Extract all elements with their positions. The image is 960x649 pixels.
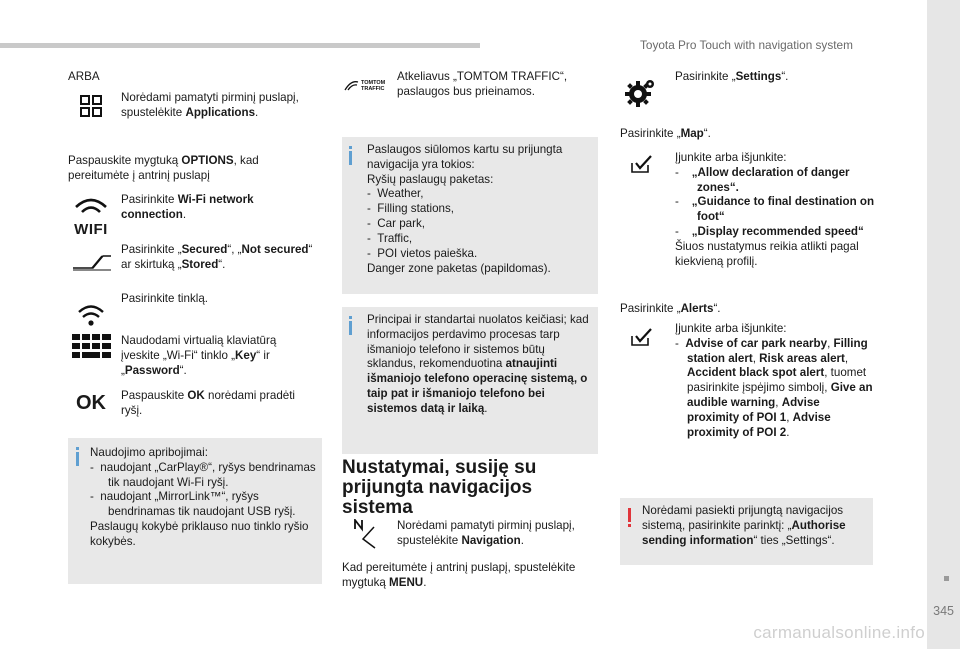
wifi-connection-instruction: Pasirinkite Wi-Fi network connection. bbox=[121, 193, 254, 221]
checkbox-icon bbox=[631, 328, 653, 351]
tomtom-traffic-logo bbox=[343, 78, 389, 97]
services-intro: Paslaugos siūlomos kartu su prijungta navigacija yra tokios: bbox=[367, 143, 563, 171]
checkbox-icon bbox=[631, 155, 653, 178]
alerts-options bbox=[675, 322, 875, 441]
usage-restrictions-note bbox=[68, 438, 322, 584]
settings-instruction: Pasirinkite „Settings“. bbox=[675, 70, 789, 83]
ok-button-icon: OK bbox=[76, 392, 106, 414]
section-heading: Nustatymai, susiję su prijungta navigacijos sistema bbox=[342, 457, 537, 518]
alerts-instruction: Pasirinkite „Alerts“. bbox=[620, 302, 721, 315]
ok-instruction: Paspauskite OK norėdami pradėti ryšį. bbox=[121, 389, 296, 417]
note-item-mirrorlink: - naudojant „MirrorLink™“, ryšys bendrinamas tik naudojant USB ryšį. bbox=[90, 490, 296, 519]
page-marker-dot bbox=[944, 576, 949, 581]
arba-label: ARBA bbox=[68, 70, 100, 83]
network-instruction: Pasirinkite tinklą. bbox=[121, 292, 208, 305]
tomtom-traffic-text: Atkeliavus „TOMTOM TRAFFIC“, paslaugos bus prieinamos. bbox=[397, 70, 568, 98]
wifi-network-icon bbox=[77, 302, 105, 333]
page-number: 345 bbox=[933, 604, 954, 618]
services-info-box bbox=[342, 137, 598, 294]
header-rule bbox=[0, 43, 480, 48]
service-item: - POI vietos paieška. bbox=[367, 246, 478, 260]
applications-grid-icon bbox=[80, 95, 102, 122]
map-option-recommended-speed: - „Display recommended speed“ bbox=[675, 225, 864, 239]
service-item: - Car park, bbox=[367, 217, 425, 231]
service-item: - Filling stations, bbox=[367, 202, 454, 216]
service-item: - Weather, bbox=[367, 187, 424, 201]
info-icon bbox=[349, 146, 352, 165]
info-icon bbox=[349, 316, 352, 335]
wifi-icon bbox=[72, 196, 110, 237]
info-icon bbox=[76, 447, 79, 466]
gear-icon bbox=[623, 78, 657, 113]
tomtom-logo-text: TOMTOM bbox=[361, 80, 386, 86]
authorise-warning-text: Norėdami pasiekti prijungtą navigacijos sistemą, pasirinkite parinktį: „Authorise sending information“ ties „Settings“. bbox=[642, 504, 846, 547]
traffic-logo-text: TRAFFIC bbox=[361, 86, 385, 92]
map-options bbox=[675, 151, 875, 270]
map-options-intro: Įjunkite arba išjunkite: bbox=[675, 151, 787, 164]
side-strip bbox=[927, 0, 960, 649]
alerts-options-intro: Įjunkite arba išjunkite: bbox=[675, 322, 787, 335]
note-tail: Paslaugų kokybė priklauso nuo tinklo ryšio kokybės. bbox=[90, 520, 309, 548]
note-title: Naudojimo apribojimai: bbox=[90, 446, 208, 459]
map-options-tail: Šiuos nustatymus reikia atlikti pagal kiekvieną profilį. bbox=[675, 239, 859, 268]
page-header-title: Toyota Pro Touch with navigation system bbox=[640, 38, 853, 52]
map-instruction: Pasirinkite „Map“. bbox=[620, 127, 711, 140]
map-option-guidance-on-foot: - „Guidance to final destination on foot“ bbox=[675, 195, 875, 224]
services-package: Ryšių paslaugų paketas: bbox=[367, 172, 494, 186]
watermark: carmanualsonline.info bbox=[753, 623, 925, 642]
navigation-icon bbox=[354, 519, 380, 554]
navigation-instruction: Norėdami pamatyti pirminį puslapį, spustelėkite Navigation. bbox=[397, 519, 575, 547]
keyboard-icon bbox=[72, 334, 112, 363]
options-instruction: Paspauskite mygtuką OPTIONS, kad pereitumėte į antrinį puslapį bbox=[68, 154, 259, 182]
keyboard-instruction: Naudodami virtualią klaviatūrą įveskite „Wi-Fi“ tinklo „Key“ ir „Password“. bbox=[121, 334, 277, 377]
wifi-icon-label: WIFI bbox=[74, 220, 108, 238]
applications-instruction: Norėdami pamatyti pirminį puslapį, spustelėkite Applications. bbox=[121, 91, 299, 119]
note-item-carplay: - naudojant „CarPlay®“, ryšys bendrinamas tik naudojant Wi-Fi ryšį. bbox=[90, 460, 316, 489]
update-info-text: Principai ir standartai nuolatos keičiasi; kad informacijos perdavimo procesas tarp išmaniojo telefono ir sistemos būtų sklandus, rekomenduotina atnaujinti išmaniojo telefono operacinę sistemą, o taip pat ir išmaniojo telefono bei sistemos datą ir laiką. bbox=[367, 313, 589, 415]
map-option-danger-zones: - „Allow declaration of danger zones“. bbox=[675, 165, 850, 194]
danger-zone-package: Danger zone paketas (papildomas). bbox=[367, 261, 551, 275]
service-item: - Traffic, bbox=[367, 231, 413, 245]
tab-selector-icon bbox=[72, 253, 112, 276]
warning-icon bbox=[628, 508, 631, 527]
menu-instruction: Kad pereitumėte į antrinį puslapį, spustelėkite mygtuką MENU. bbox=[342, 561, 576, 589]
update-info-box bbox=[342, 307, 598, 454]
authorise-warning-box bbox=[620, 498, 873, 565]
alerts-options-list: - Advise of car park nearby, Filling station alert, Risk areas alert, Accident black spot alert, tuomet pasirinkite įspėjimo simbolį, Give an audible warning, Advise proximity of POI 1, Advise proximity of POI 2. bbox=[675, 336, 873, 439]
secured-tab-instruction: Pasirinkite „Secured“, „Not secured“ ar skirtuką „Stored“. bbox=[121, 243, 313, 271]
